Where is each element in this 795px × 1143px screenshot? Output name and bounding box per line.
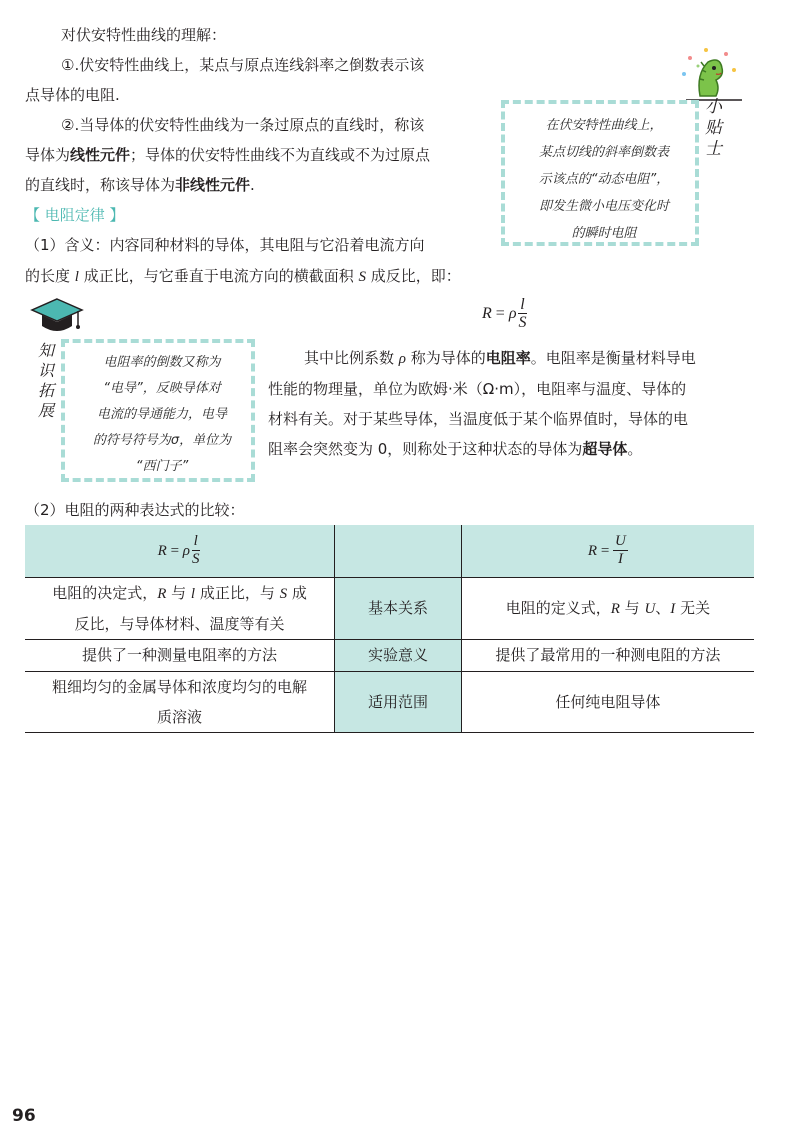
knowledge-side-char: 拓 — [38, 381, 55, 400]
resistivity-line3: 材料有关。对于某些导体，当温度低于某个临界值时，导体的电 — [268, 410, 689, 428]
section-title: 【 电阻定律 】 — [25, 206, 125, 224]
knowledge-side-char: 展 — [38, 401, 55, 420]
table-cell: 粗细均匀的金属导体和浓度均匀的电解 质溶液 — [25, 671, 335, 732]
intro-p1-line1: ①.伏安特性曲线上，某点与原点连线斜率之倒数表示该 — [61, 56, 425, 74]
tip-line: 某点切线的斜率倒数表 — [538, 145, 669, 160]
knowledge-line: 电流的导通能力，电导 — [96, 407, 227, 422]
knowledge-side-char: 知 — [38, 341, 55, 360]
knowledge-line: 电阻率的倒数又称为 — [103, 355, 221, 370]
intro-p1-line2: 点导体的电阻. — [25, 86, 120, 104]
table-row — [25, 577, 754, 639]
resistivity-line4: 阻率会突然变为 0，则称处于这种状态的导体为超导体。 — [268, 440, 643, 458]
table-cell: 提供了最常用的一种测电阻的方法 — [461, 639, 754, 671]
table-cell: 基本关系 — [335, 577, 462, 639]
graduation-cap-icon — [30, 296, 84, 336]
tip-side-char: 小 — [705, 97, 722, 117]
table-cell: 提供了一种测量电阻率的方法 — [25, 639, 335, 671]
intro-p2-line1: ②.当导体的伏安特性曲线为一条过原点的直线时，称该 — [61, 116, 425, 134]
knowledge-side-char: 识 — [38, 361, 55, 380]
law-line2: 的长度 l 成正比，与它垂直于电流方向的横截面积 S 成反比，即： — [25, 267, 461, 285]
table-cell: 适用范围 — [335, 671, 462, 732]
table-cell: 任何纯电阻导体 — [461, 671, 754, 732]
table-head-right: R = $\frac{U}{I}$ — [461, 525, 754, 577]
tip-line: 在伏安特性曲线上， — [545, 118, 663, 133]
intro-heading: 对伏安特性曲线的理解： — [61, 26, 227, 44]
resistivity-line2: 性能的物理量，单位为欧姆·米（Ω·m），电阻率与温度、导体的 — [268, 380, 687, 398]
tip-side-char: 贴 — [705, 118, 722, 138]
tip-line: 的瞬时电阻 — [571, 226, 637, 241]
knowledge-line: “电导”，反映导体对 — [103, 381, 221, 396]
tip-box — [501, 100, 699, 246]
table-header-row — [25, 525, 754, 577]
resistance-law-formula: R = ρ $\frac{l}{S}$ — [482, 296, 527, 331]
law-line1: （1）含义：内容同种材料的导体，其电阻与它沿着电流方向 — [25, 236, 425, 254]
table-head-left: R = ρ $\frac{l}{S}$ — [25, 525, 335, 577]
table-cell: 电阻的决定式，R 与 l 成正比，与 S 成 反比，与导体材料、温度等有关 — [25, 577, 335, 639]
knowledge-line: 的符号符号为σ，单位为 — [92, 433, 232, 448]
tip-side-char: 士 — [705, 139, 722, 159]
intro-p2-line2: 导体为线性元件；导体的伏安特性曲线不为直线或不为过原点 — [25, 146, 431, 164]
knowledge-box — [61, 339, 255, 482]
comparison-table — [25, 525, 754, 733]
page-number: 96 — [12, 1106, 36, 1126]
table-row — [25, 639, 754, 671]
table-cell: 电阻的定义式，R 与 U、I 无关 — [461, 577, 754, 639]
intro-p2-line3: 的直线时，称该导体为非线性元件. — [25, 176, 255, 194]
resistivity-line1: 其中比例系数 ρ 称为导体的电阻率。电阻率是衡量材料导电 — [304, 349, 696, 367]
table-row — [25, 671, 754, 732]
tip-line: 即发生微小电压变化时 — [538, 199, 669, 214]
table-head-mid — [335, 525, 462, 577]
table-cell: 实验意义 — [335, 639, 462, 671]
compare-title: （2）电阻的两种表达式的比较： — [25, 501, 245, 519]
knowledge-line: “西门子” — [135, 459, 189, 474]
tip-line: 示该点的“动态电阻”， — [538, 172, 670, 187]
